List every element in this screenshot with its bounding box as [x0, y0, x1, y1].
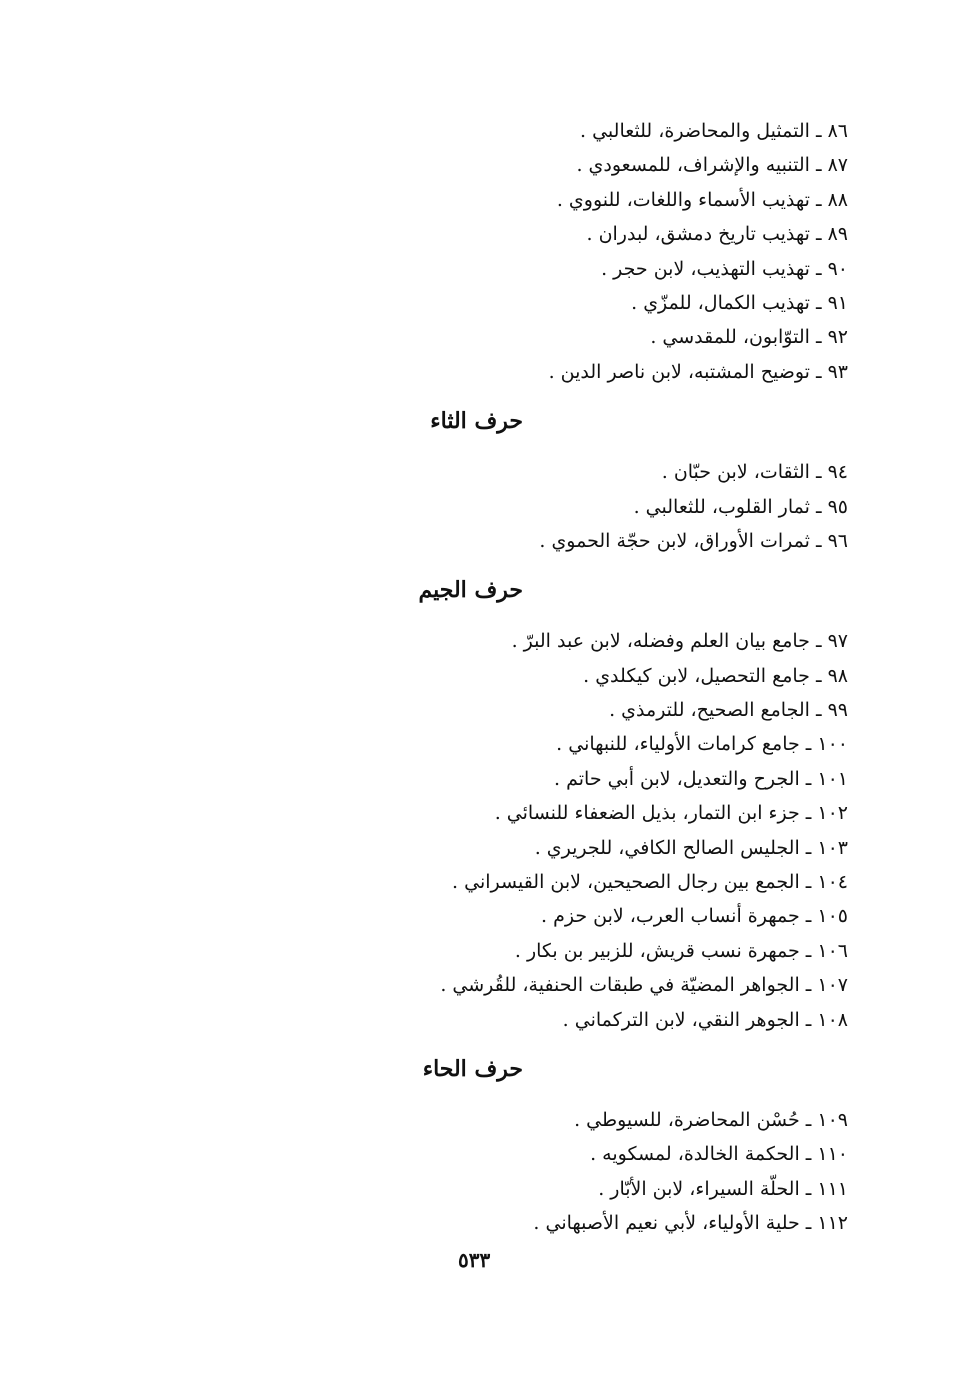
list-item: ٩٤ ـ الثقات، لابن حبّان .: [661, 461, 848, 484]
list-item: ١٠٣ ـ الجليس الصالح الكافي، للجريري .: [534, 836, 848, 859]
bibliography-list: [368, 114, 848, 1241]
list-item: ١١٢ ـ حلية الأولياء، لأبي نعيم الأصبهاني .: [533, 1212, 848, 1235]
list-item: ٨٨ ـ تهذيب الأسماء واللغات، للنووي .: [556, 188, 848, 211]
section-heading: حرف الجيم: [418, 577, 523, 604]
section-jim: [368, 566, 848, 1037]
list-item: ١٠٧ ـ الجواهر المضيّة في طبقات الحنفية، للقُرشي .: [440, 974, 848, 997]
list-item: ١١٠ ـ الحكمة الخالدة، لمسكويه .: [590, 1143, 848, 1166]
list-item: ٩٩ ـ الجامع الصحيح، للترمذي .: [609, 699, 848, 722]
section-heading: حرف الحاء: [422, 1055, 523, 1082]
section-ta: [368, 114, 848, 389]
list-item: ٩٨ ـ جامع التحصيل، لابن كيكلدي .: [583, 664, 848, 687]
list-item: ١٠٥ ـ جمهرة أنساب العرب، لابن حزم .: [541, 905, 848, 928]
section-ha: [368, 1045, 848, 1241]
list-item: ١٠٨ ـ الجوهر النقي، لابن التركماني .: [562, 1008, 848, 1031]
list-item: ٨٩ ـ تهذيب تاريخ دمشق، لبدران .: [586, 223, 848, 246]
list-item: ١٠٢ ـ جزء ابن التمار، بذيل الضعفاء للنسائي .: [494, 802, 848, 825]
list-item: ٩٠ ـ تهذيب التهذيب، لابن حجر .: [601, 257, 848, 280]
list-item: ١١١ ـ الحلّة السيراء، لابن الأبّار .: [598, 1177, 848, 1200]
list-item: ٩٦ ـ ثمرات الأوراق، لابن حجّة الحموي .: [539, 529, 848, 552]
list-item: ١٠٠ ـ جامع كرامات الأولياء، للنبهاني .: [556, 733, 848, 756]
list-item: ١٠٦ ـ جمهرة نسب قريش، للزبير بن بكار .: [514, 939, 848, 962]
section-heading: حرف الثاء: [430, 408, 523, 435]
list-item: ١٠١ ـ الجرح والتعديل، لابن أبي حاتم .: [554, 767, 848, 790]
list-item: ١٠٤ ـ الجمع بين رجال الصحيحين، لابن القيسراني .: [452, 871, 848, 894]
list-item: ٩١ ـ تهذيب الكمال، للمزّي .: [631, 291, 848, 314]
list-item: ٩٥ ـ ثمار القلوب، للثعالبي .: [633, 495, 848, 518]
page-number: ٥٣٣: [458, 1248, 491, 1272]
section-tha: [368, 397, 848, 558]
list-item: ٩٢ ـ التوّابون، للمقدسي .: [650, 326, 848, 349]
list-item: ١٠٩ ـ حُسْن المحاضرة، للسيوطي .: [574, 1108, 848, 1131]
list-item: ٩٣ ـ توضيح المشتبه، لابن ناصر الدين .: [548, 360, 848, 383]
list-item: ٨٧ ـ التنبيه والإشراف، للمسعودي .: [576, 154, 848, 177]
list-item: ٨٦ ـ التمثيل والمحاضرة، للثعالبي .: [580, 120, 848, 142]
list-item: ٩٧ ـ جامع بيان العلم وفضله، لابن عبد البرّ .: [511, 630, 848, 653]
